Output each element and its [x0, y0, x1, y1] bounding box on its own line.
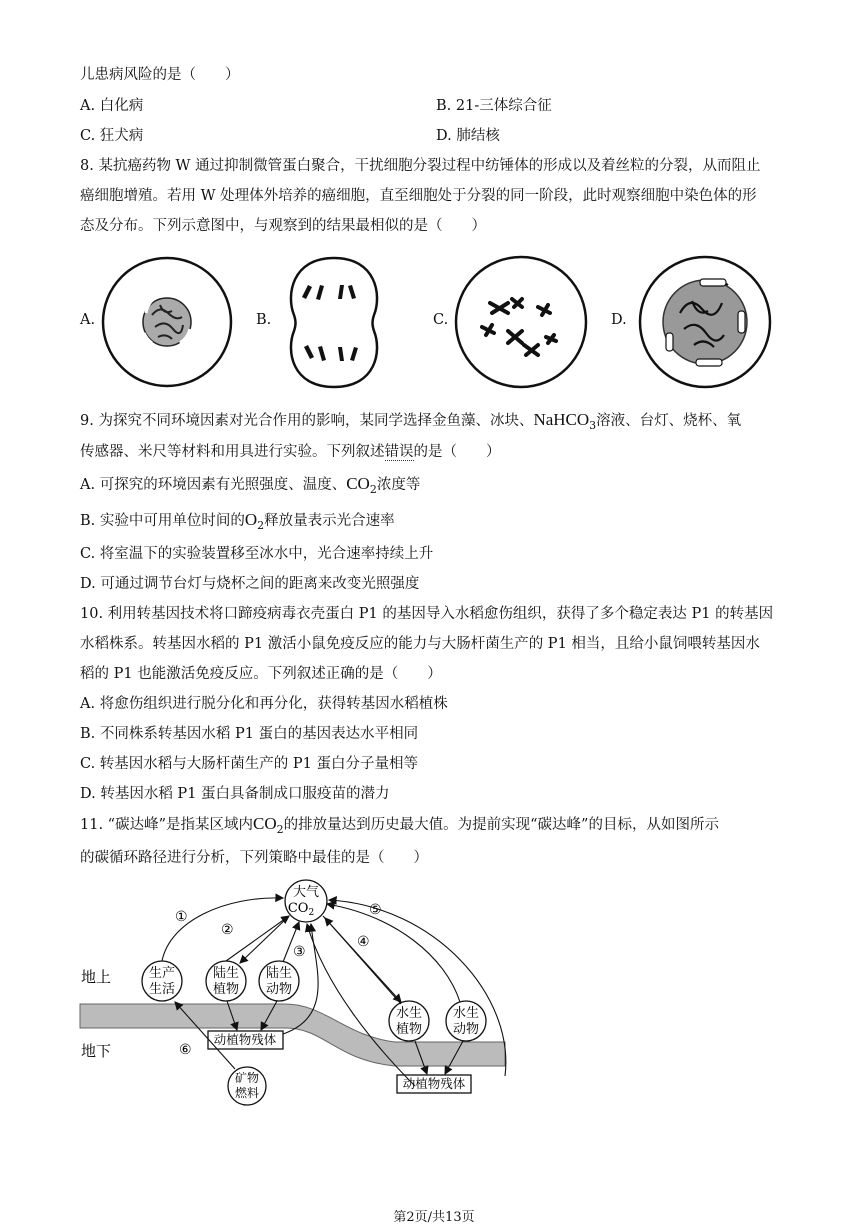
q9-option-d: D. 可通过调节台灯与烧杯之间的距离来改变光照强度: [80, 576, 420, 592]
q9-option-b: B. 实验中可用单位时间的$O_2$释放量表示光合速率: [80, 510, 395, 532]
production-label-1: 生产: [148, 966, 176, 981]
q7-option-a: A. 白化病: [80, 98, 144, 114]
aquatic-plant-label-2: 植物: [395, 1022, 423, 1037]
page-number: 第2页/共13页: [393, 1210, 475, 1225]
q8-stem-line1: 8. 某抗癌药物 W 通过抑制微管蛋白聚合，干扰细胞分裂过程中纺锤体的形成以及着丝粒的分裂，从而阻止: [80, 158, 761, 174]
q9-option-a: A. 可探究的环境因素有光照强度、温度、$CO_2$浓度等: [80, 474, 421, 496]
residue-water-label: 动植物残体: [402, 1076, 466, 1091]
fossil-fuel-label-2: 燃料: [234, 1086, 260, 1100]
q8-figure-a-cell: [100, 255, 235, 390]
q7-option-b: B. 21-三体综合征: [436, 98, 552, 114]
q10-stem-line1: 10. 利用转基因技术将口蹄疫病毒衣壳蛋白 P1 的基因导入水稻愈伤组织，获得了多个稳定表达 P1 的转基因: [80, 606, 774, 622]
aquatic-animal-label-1: 水生: [452, 1006, 480, 1021]
q8-stem-line2: 癌细胞增殖。若用 W 处理体外培养的癌细胞，直至细胞处于分裂的同一阶段，此时观察细胞中染色体的形: [80, 188, 757, 204]
carbon-cycle-diagram: [75, 876, 515, 1106]
q11-stem-line1: 11. “碳达峰”是指某区域内$CO_2$的排放量达到历史最大值。为提前实现“碳达峰”的目标，从如图所示: [80, 814, 719, 836]
q10-option-b: B. 不同株系转基因水稻 P1 蛋白的基因表达水平相同: [80, 726, 419, 742]
terrestrial-animal-label-1: 陆生: [265, 966, 293, 981]
path-label-2: ②: [221, 922, 234, 938]
q9-stem-line2: 传感器、米尺等材料和用具进行实验。下列叙述错误的是（ ）: [80, 444, 501, 460]
path-label-4: ④: [357, 934, 370, 950]
q10-option-d: D. 转基因水稻 P1 蛋白具备制成口服疫苗的潜力: [80, 786, 390, 802]
q10-option-a: A. 将愈伤组织进行脱分化和再分化，获得转基因水稻植株: [80, 696, 448, 712]
fossil-fuel-label-1: 矿物: [234, 1071, 260, 1085]
q9-stem-line1: 9. 为探究不同环境因素对光合作用的影响，某同学选择金鱼藻、冰块、NaHCO$_3$溶液、台灯、烧杯、氧: [80, 410, 742, 432]
path-label-3: ③: [293, 944, 306, 960]
aquatic-plant-label-1: 水生: [395, 1006, 423, 1021]
below-ground-label: 地下: [81, 1042, 112, 1060]
q8-figure-a-label: A.: [80, 312, 96, 328]
path-label-1: ①: [175, 909, 188, 925]
path-label-6: ⑥: [179, 1042, 192, 1058]
aquatic-animal-label-2: 动物: [452, 1022, 480, 1037]
residue-land-label: 动植物残体: [213, 1032, 277, 1047]
q8-stem-line3: 态及分布。下列示意图中，与观察到的结果最相似的是（ ）: [80, 218, 486, 234]
q10-stem-line2: 水稻株系。转基因水稻的 P1 激活小鼠免疫反应的能力与大肠杆菌生产的 P1 相当，且给小鼠饲喂转基因水: [80, 636, 760, 652]
q9-option-c: C. 将室温下的实验装置移至冰水中，光合速率持续上升: [80, 546, 434, 562]
q8-figure-d-cell: [636, 253, 774, 391]
q8-figure-c-cell: [452, 253, 590, 391]
atmosphere-label-1: 大气: [292, 885, 320, 900]
q8-figure-d-label: D.: [611, 312, 627, 328]
q8-figure-b-cell: [282, 255, 386, 390]
q10-stem-line3: 稻的 P1 也能激活免疫反应。下列叙述正确的是（ ）: [80, 666, 442, 682]
q7-option-c: C. 狂犬病: [80, 128, 144, 144]
q7-stem-tail: 儿患病风险的是（ ）: [80, 67, 240, 83]
atmosphere-label-2: $CO_2$: [287, 901, 315, 918]
q10-option-c: C. 转基因水稻与大肠杆菌生产的 P1 蛋白分子量相等: [80, 756, 418, 772]
q8-figure-c-label: C.: [433, 312, 449, 328]
production-label-2: 生活: [148, 982, 176, 997]
terrestrial-animal-label-2: 动物: [265, 982, 293, 997]
path-label-5: ⑤: [369, 902, 382, 918]
q11-stem-line2: 的碳循环路径进行分析，下列策略中最佳的是（ ）: [80, 850, 428, 866]
q7-option-d: D. 肺结核: [436, 128, 500, 144]
terrestrial-plant-label-1: 陆生: [212, 966, 240, 981]
above-ground-label: 地上: [81, 968, 112, 986]
q8-figure-b-label: B.: [256, 312, 272, 328]
terrestrial-plant-label-2: 植物: [212, 982, 240, 997]
